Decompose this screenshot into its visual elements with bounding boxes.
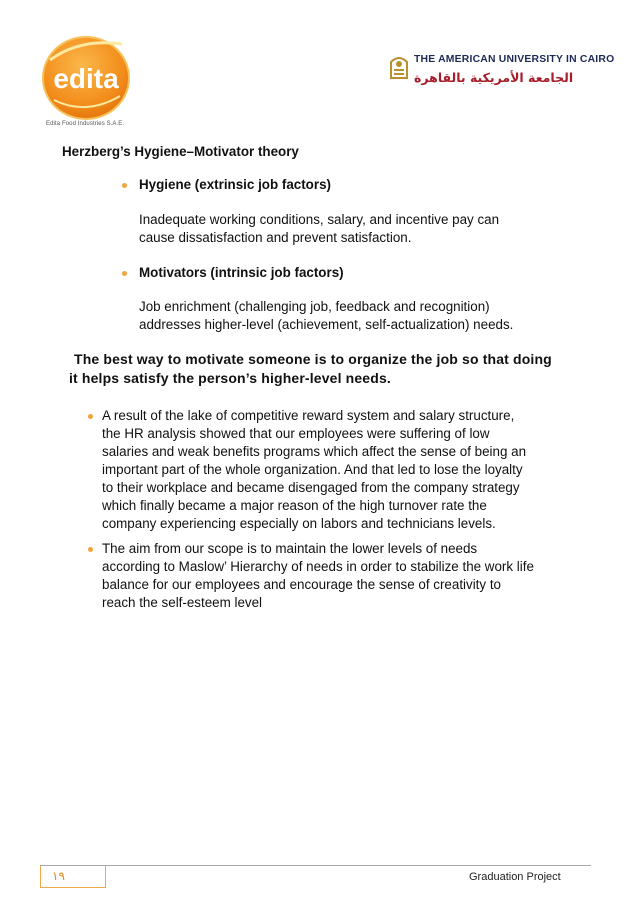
edita-logo <box>40 30 152 122</box>
motivators-title: Motivators (intrinsic job factors) <box>139 265 344 280</box>
orange-dot-icon <box>88 547 93 552</box>
auc-logo <box>388 50 615 98</box>
paragraph-line: The aim from our scope is to maintain the lower levels of needs <box>102 541 478 556</box>
page-number: ١٩ <box>52 869 65 883</box>
footer-divider <box>40 865 591 866</box>
edita-caption: Edita Food Industries S.A.E. <box>46 121 125 127</box>
key-statement-line: The best way to motivate someone is to organize the job so that doing <box>74 351 552 367</box>
paragraph-line: the HR analysis showed that our employees were suffering of low <box>102 426 490 441</box>
hr-analysis-paragraph <box>102 407 526 533</box>
auc-emblem-icon <box>388 52 410 80</box>
footer-label: Graduation Project <box>469 871 561 883</box>
orange-dot-icon <box>122 183 127 188</box>
paragraph-line: company experiencing especially on labors and technicians levels. <box>102 516 496 531</box>
scope-aim-paragraph <box>102 540 534 612</box>
paragraph-line: reach the self-esteem level <box>102 595 263 610</box>
edita-logo-text: edita <box>53 63 119 94</box>
page-number-box <box>40 866 106 888</box>
auc-name: THE AMERICAN UNIVERSITY IN CAIRO <box>414 54 615 65</box>
section-heading: Herzberg’s Hygiene–Motivator theory <box>62 144 299 159</box>
auc-arabic-name: الجامعة الأمريكية بالقاهرة <box>414 70 574 85</box>
orange-dot-icon <box>88 414 93 419</box>
hygiene-line: cause dissatisfaction and prevent satisfaction. <box>139 230 412 245</box>
paragraph-line: according to Maslow’ Hierarchy of needs in order to stabilize the work life <box>102 559 534 574</box>
orange-dot-icon <box>122 271 127 276</box>
paragraph-line: A result of the lake of competitive reward system and salary structure, <box>102 408 515 423</box>
motivators-line: Job enrichment (challenging job, feedback and recognition) <box>139 299 490 314</box>
paragraph-line: important part of the whole organization. And that led to lose the loyalty <box>102 462 523 477</box>
hygiene-line: Inadequate working conditions, salary, and incentive pay can <box>139 212 500 227</box>
hygiene-title: Hygiene (extrinsic job factors) <box>139 177 331 192</box>
paragraph-line: which finally became a major reason of the high turnover rate the <box>102 498 487 513</box>
paragraph-line: salaries and weak benefits programs which affect the sense of being an <box>102 444 527 459</box>
paragraph-line: balance for our employees and encourage the sense of creativity to <box>102 577 501 592</box>
motivators-line: addresses higher-level (achievement, self-actualization) needs. <box>139 317 514 332</box>
paragraph-line: to their workplace and became disengaged from the company strategy <box>102 480 520 495</box>
key-statement-line: it helps satisfy the person’s higher-level needs. <box>69 370 391 386</box>
